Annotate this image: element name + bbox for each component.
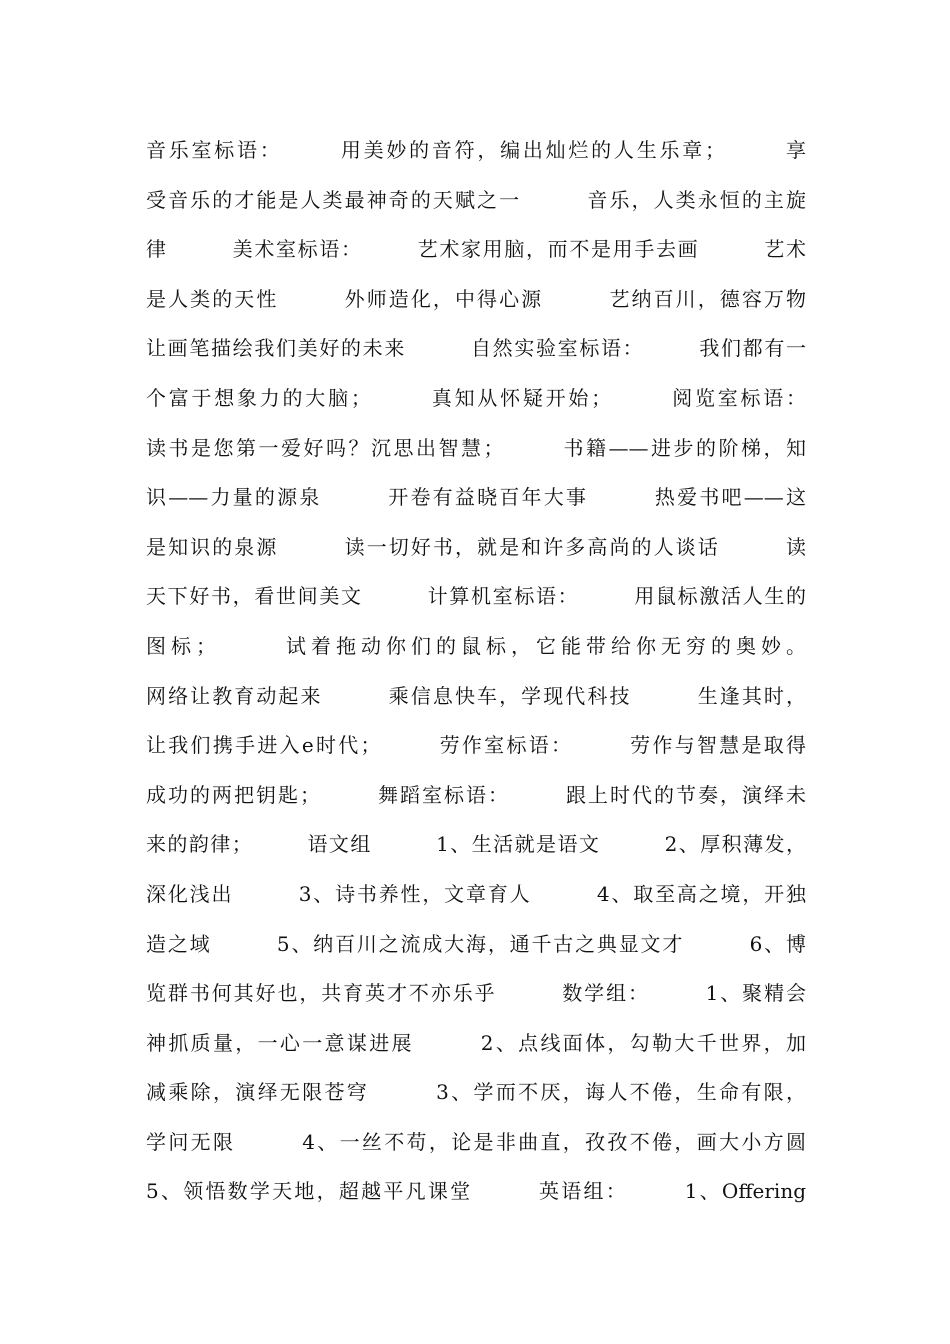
text-line: 让画笔描绘我们美好的未来 自然实验室标语： 我们都有一	[146, 336, 806, 361]
text-line: 造之域 5、纳百川之流成大海，通千古之典显文才 6、博	[146, 931, 806, 956]
text-line: 受音乐的才能是人类最神奇的天赋之一 音乐，人类永恒的主旋	[146, 187, 806, 212]
text-line: 音乐室标语： 用美妙的音符，编出灿烂的人生乐章； 享	[146, 138, 806, 162]
text-line: 是知识的泉源 读一切好书，就是和许多高尚的人谈话 读	[146, 534, 806, 559]
text-line: 深化浅出 3、诗书养性，文章育人 4、取至高之境，开独	[146, 881, 806, 906]
text-line: 读书是您第一爱好吗？沉思出智慧； 书籍——进步的阶梯，知	[146, 435, 806, 460]
text-line: 是人类的天性 外师造化，中得心源 艺纳百川，德容万物	[146, 286, 806, 311]
text-line: 个富于想象力的大脑； 真知从怀疑开始； 阅览室标语：	[146, 385, 806, 410]
text-line: 来的韵律； 语文组 1、生活就是语文 2、厚积薄发，	[146, 832, 806, 857]
text-line: 天下好书，看世间美文 计算机室标语： 用鼠标激活人生的	[146, 584, 806, 609]
text-line: 网络让教育动起来 乘信息快车，学现代科技 生逢其时，	[146, 683, 806, 708]
text-line: 学问无限 4、一丝不苟，论是非曲直，孜孜不倦，画大小方圆	[146, 1129, 806, 1154]
text-line: 成功的两把钥匙； 舞蹈室标语： 跟上时代的节奏，演绎未	[146, 782, 806, 807]
text-line: 神抓质量，一心一意谋进展 2、点线面体，勾勒大千世界，加	[146, 1030, 806, 1055]
text-line: 5、领悟数学天地，超越平凡课堂 英语组： 1、Offering	[146, 1179, 806, 1204]
text-line: 览群书何其好也，共育英才不亦乐乎 数学组： 1、聚精会	[146, 981, 806, 1006]
text-line: 让我们携手进入e时代； 劳作室标语： 劳作与智慧是取得	[146, 733, 806, 758]
text-line: 律 美术室标语： 艺术家用脑，而不是用手去画 艺术	[146, 237, 806, 262]
text-line: 图标； 试着拖动你们的鼠标，它能带给你无穷的奥妙。	[146, 633, 806, 658]
text-line: 减乘除，演绎无限苍穹 3、学而不厌，诲人不倦，生命有限，	[146, 1080, 806, 1105]
body-text	[146, 126, 806, 1217]
text-line: 识——力量的源泉 开卷有益晓百年大事 热爱书吧——这	[146, 485, 806, 510]
